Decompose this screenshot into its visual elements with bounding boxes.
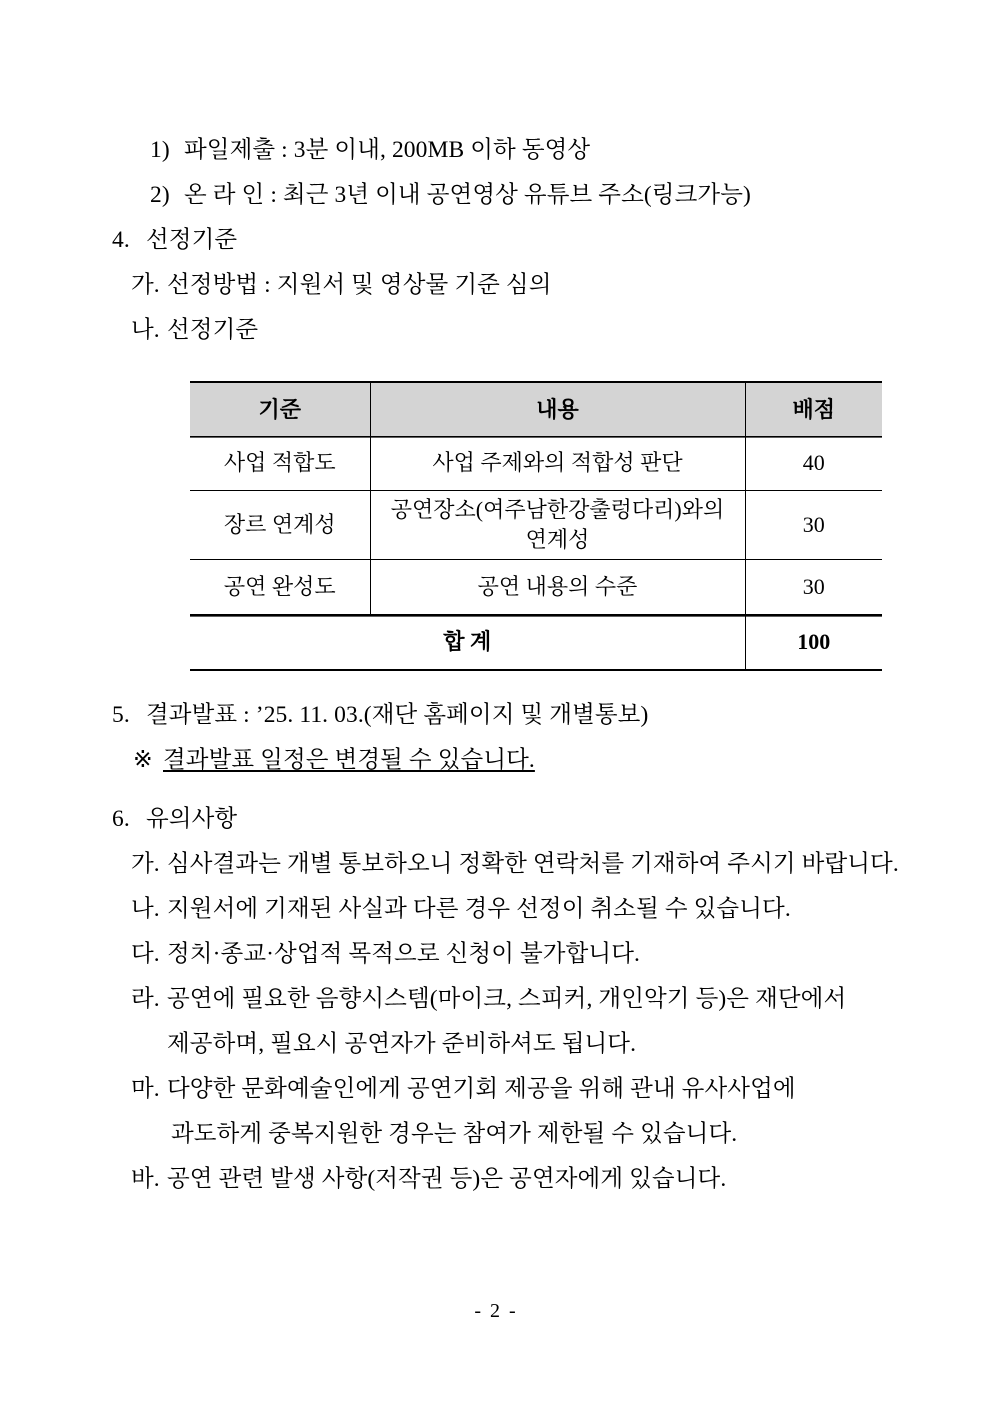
score-table-row	[190, 436, 882, 491]
score-table-header-points: 배점	[745, 382, 882, 436]
row-3-criterion: 공연 완성도	[190, 560, 370, 615]
row-2-content	[370, 491, 745, 560]
section-6-item-ma-line-1: 다양한 문화예술인에게 공연기회 제공을 위해 관내 유사사업에	[167, 1076, 796, 1102]
sub-item-1-marker: 1)	[150, 137, 170, 163]
score-table-row	[190, 491, 882, 560]
section-6-item-na-marker: 나.	[131, 896, 160, 922]
section-6-title: 유의사항	[146, 806, 238, 832]
score-table-header-criterion: 기준	[190, 382, 370, 436]
spacer-before-section-6	[0, 783, 992, 797]
section-6-item-da-line-1: 정치·종교·상업적 목적으로 신청이 불가합니다.	[167, 941, 640, 967]
section-6-item-ba-line-1: 공연 관련 발생 사항(저작권 등)은 공연자에게 있습니다.	[167, 1166, 727, 1192]
section-4-item-ga-marker: 가.	[131, 272, 160, 298]
sub-item-2-marker: 2)	[150, 182, 170, 208]
section-5-note-text: 결과발표 일정은 변경될 수 있습니다.	[163, 747, 535, 773]
section-6-heading	[0, 797, 992, 842]
section-6-item-ra-continuation: 제공하며, 필요시 공연자가 준비하셔도 됩니다.	[167, 1031, 637, 1057]
score-table-header-content: 내용	[370, 382, 745, 436]
section-6-item-ra-line-1: 공연에 필요한 음향시스템(마이크, 스피커, 개인악기 등)은 재단에서	[167, 986, 847, 1012]
section-6-item-da-marker: 다.	[131, 941, 160, 967]
section-5-heading	[0, 693, 992, 738]
sub-item-1	[0, 128, 992, 173]
sub-item-1-text: 파일제출 : 3분 이내, 200MB 이하 동영상	[184, 137, 591, 163]
section-6-item-ba-marker: 바.	[131, 1166, 160, 1192]
section-6-item-da	[0, 932, 992, 977]
row-2-content-line2: 연계성	[525, 527, 590, 552]
section-4-item-na-text: 선정기준	[167, 317, 259, 343]
section-5-marker: 5.	[112, 702, 130, 728]
score-table-total-label: 합 계	[190, 615, 745, 671]
section-6-item-ma-continuation: 과도하게 중복지원한 경우는 참여가 제한될 수 있습니다.	[171, 1121, 738, 1147]
section-6-item-ga-marker: 가.	[131, 851, 160, 877]
row-1-content: 사업 주제와의 적합성 판단	[370, 436, 745, 491]
page-content	[0, 128, 992, 1202]
row-1-criterion: 사업 적합도	[190, 436, 370, 491]
section-6-item-ma-marker: 마.	[131, 1076, 160, 1102]
row-1-points: 40	[745, 436, 882, 491]
section-4-marker: 4.	[112, 227, 130, 253]
score-table-header-row	[190, 382, 882, 436]
section-5-text: 결과발표 : ’25. 11. 03.(재단 홈페이지 및 개별통보)	[146, 702, 649, 728]
section-6-item-na	[0, 887, 992, 932]
sub-item-2-text: 온 라 인 : 최근 3년 이내 공연영상 유튜브 주소(링크가능)	[184, 182, 751, 208]
row-2-points: 30	[745, 491, 882, 560]
section-4-title: 선정기준	[146, 227, 238, 253]
section-4-item-ga	[0, 263, 992, 308]
row-3-content: 공연 내용의 수준	[370, 560, 745, 615]
section-6-item-ga-line-1: 심사결과는 개별 통보하오니 정확한 연락처를 기재하여 주시기 바랍니다.	[167, 851, 899, 877]
section-6-item-ba	[0, 1157, 992, 1202]
score-table-total-points: 100	[745, 615, 882, 671]
section-4-heading	[0, 218, 992, 263]
score-table-total-row	[190, 615, 882, 671]
section-6-item-ma	[0, 1067, 992, 1112]
row-2-criterion: 장르 연계성	[190, 491, 370, 560]
section-6-marker: 6.	[112, 806, 130, 832]
spacer-after-table	[0, 671, 992, 693]
asterisk-note-icon: ※	[133, 747, 153, 773]
section-5-note	[0, 738, 992, 783]
section-6-item-ra	[0, 977, 992, 1022]
section-6-item-ga	[0, 842, 992, 887]
section-4-item-na-marker: 나.	[131, 317, 160, 343]
row-2-content-line1: 공연장소(여주남한강출렁다리)와의	[390, 497, 725, 522]
section-4-item-ga-text: 선정방법 : 지원서 및 영상물 기준 심의	[167, 272, 552, 298]
score-table-container	[0, 353, 992, 671]
section-4-item-na	[0, 308, 992, 353]
row-3-points: 30	[745, 560, 882, 615]
score-table-row	[190, 560, 882, 615]
sub-item-2	[0, 173, 992, 218]
score-table	[190, 381, 882, 671]
section-6-item-na-line-1: 지원서에 기재된 사실과 다른 경우 선정이 취소될 수 있습니다.	[167, 896, 791, 922]
section-6-item-ra-marker: 라.	[131, 986, 160, 1012]
page-number: - 2 -	[474, 1300, 518, 1322]
